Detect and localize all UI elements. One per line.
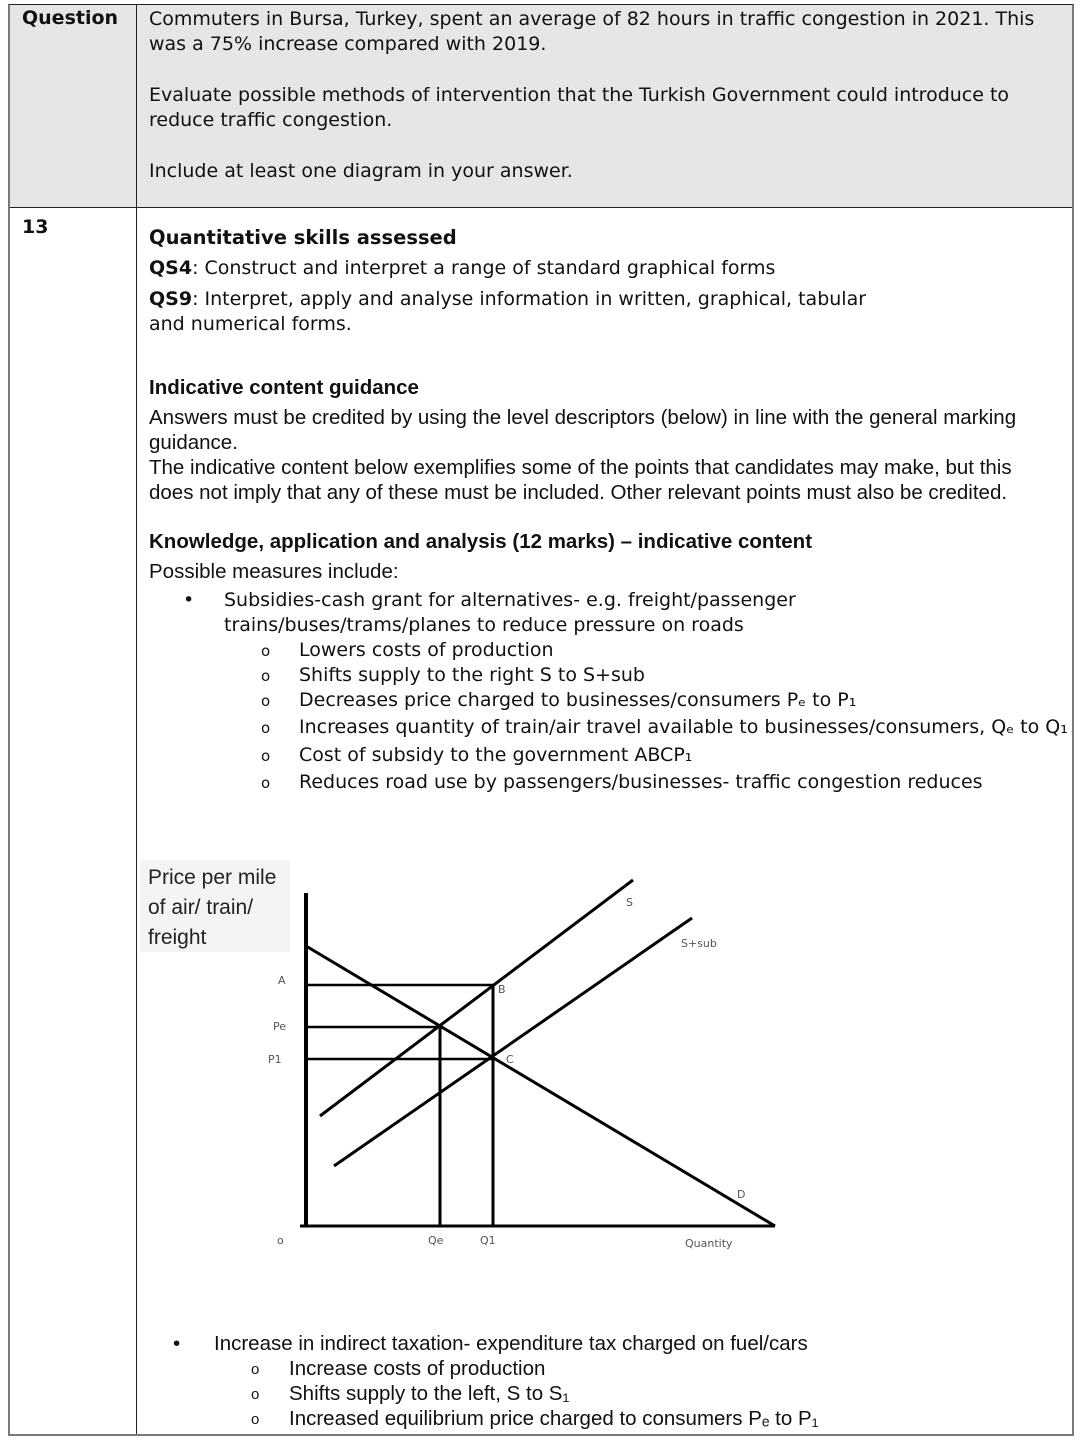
demand-curve [306,946,775,1226]
sub-bullet-icon: o [261,642,271,660]
subsidy-diagram [140,860,800,1260]
label-a: A [278,974,286,987]
skill-item [149,256,1064,281]
skill-code: QS9 [149,288,193,310]
sub-bullet-icon: o [261,719,271,737]
question-number: 13 [22,216,49,238]
question-line: Commuters in Bursa, Turkey, spent an average of 82 hours in traffic congestion in 2021. This was a 75% increase compared with 2019. [149,8,1035,55]
supply-curve-s-sub [334,918,692,1166]
column-divider [136,5,137,1434]
bullet-text: Increase in indirect taxation- expenditure tax charged on fuel/cars [214,1332,808,1355]
sub-bullet-item: o Shifts supply to the right S to S+sub [149,663,1064,688]
bullet-icon: • [173,1332,181,1355]
answer-content [149,225,1068,795]
sub-bullet-item: o Increase costs of production [251,1357,546,1380]
skill-text: : Interpret, apply and analyse information in written, graphical, tabular and numerical forms. [149,288,867,335]
label-s: S [626,896,633,909]
sub-bullet-icon: o [261,747,271,765]
question-line: Evaluate possible methods of intervention that the Turkish Government could introduce to reduce traffic congestion. [149,84,1010,131]
kaa-heading: Knowledge, application and analysis (12 marks) – indicative content [149,530,813,553]
skill-code: QS4 [149,257,193,279]
question-row [10,5,1072,208]
y-axis-label: Price per mile of air/ train/ freight [148,866,277,949]
skill-text: : Construct and interpret a range of standard graphical forms [192,257,776,279]
label-s-sub: S+sub [681,937,717,950]
supply-curve-s [320,880,633,1116]
label-d: D [737,1188,746,1201]
guidance-heading: Indicative content guidance [149,376,419,399]
sub-bullet-item: o Cost of subsidy to the government ABCP₁ [149,743,1064,768]
origin-label: o [277,1234,284,1247]
sub-bullet-icon: o [251,1386,260,1403]
kaa-intro: Possible measures include: [149,560,399,583]
label-pe: Pe [273,1020,287,1033]
guidance-paragraph: Answers must be credited by using the level descriptors (below) in line with the general marking guidance. [149,406,1017,454]
guidance-paragraph: The indicative content below exemplifies some of the points that candidates may make, but this does not imply that any of these must be included. Other relevant points must also be credited. [149,456,1012,504]
sub-bullet-item: o Increased equilibrium price charged to consumers Pₑ to P₁ [251,1407,819,1430]
sub-bullet-icon: o [261,667,271,685]
label-b: B [498,983,506,996]
label-p1: P1 [268,1053,282,1066]
sub-bullet-item: o Lowers costs of production [149,638,1064,663]
bullet-icon: • [183,589,195,611]
sub-bullet-item: o Increases quantity of train/air travel available to businesses/consumers, Qₑ to Q₁ [261,716,1068,738]
sub-bullet-icon: o [261,774,271,792]
sub-bullet-item: o Decreases price charged to businesses/consumers Pₑ to P₁ [149,688,1064,713]
sub-bullet-item: o Shifts supply to the left, S to S₁ [251,1382,570,1405]
label-q1: Q1 [480,1234,496,1247]
skill-item [149,287,869,337]
bullet-item [149,588,864,638]
question-label: Question [22,7,119,29]
x-axis-label: Quantity [685,1237,733,1250]
bullet-text: Subsidies-cash grant for alternatives- e.g. freight/passenger trains/buses/trams/planes to reduce pressure on roads [224,589,796,636]
taxation-section [139,1331,1039,1431]
sub-bullet-icon: o [251,1361,260,1378]
sub-bullet-item: o Reduces road use by passengers/businesses- traffic congestion reduces [149,770,1064,795]
label-qe: Qe [428,1234,444,1247]
label-c: C [506,1053,514,1066]
question-line: Include at least one diagram in your answer. [149,160,573,182]
question-text [149,7,1049,210]
sub-bullet-icon: o [251,1411,260,1428]
skills-heading: Quantitative skills assessed [149,226,457,249]
sub-bullet-icon: o [261,692,271,710]
bullet-item [139,1331,1039,1356]
